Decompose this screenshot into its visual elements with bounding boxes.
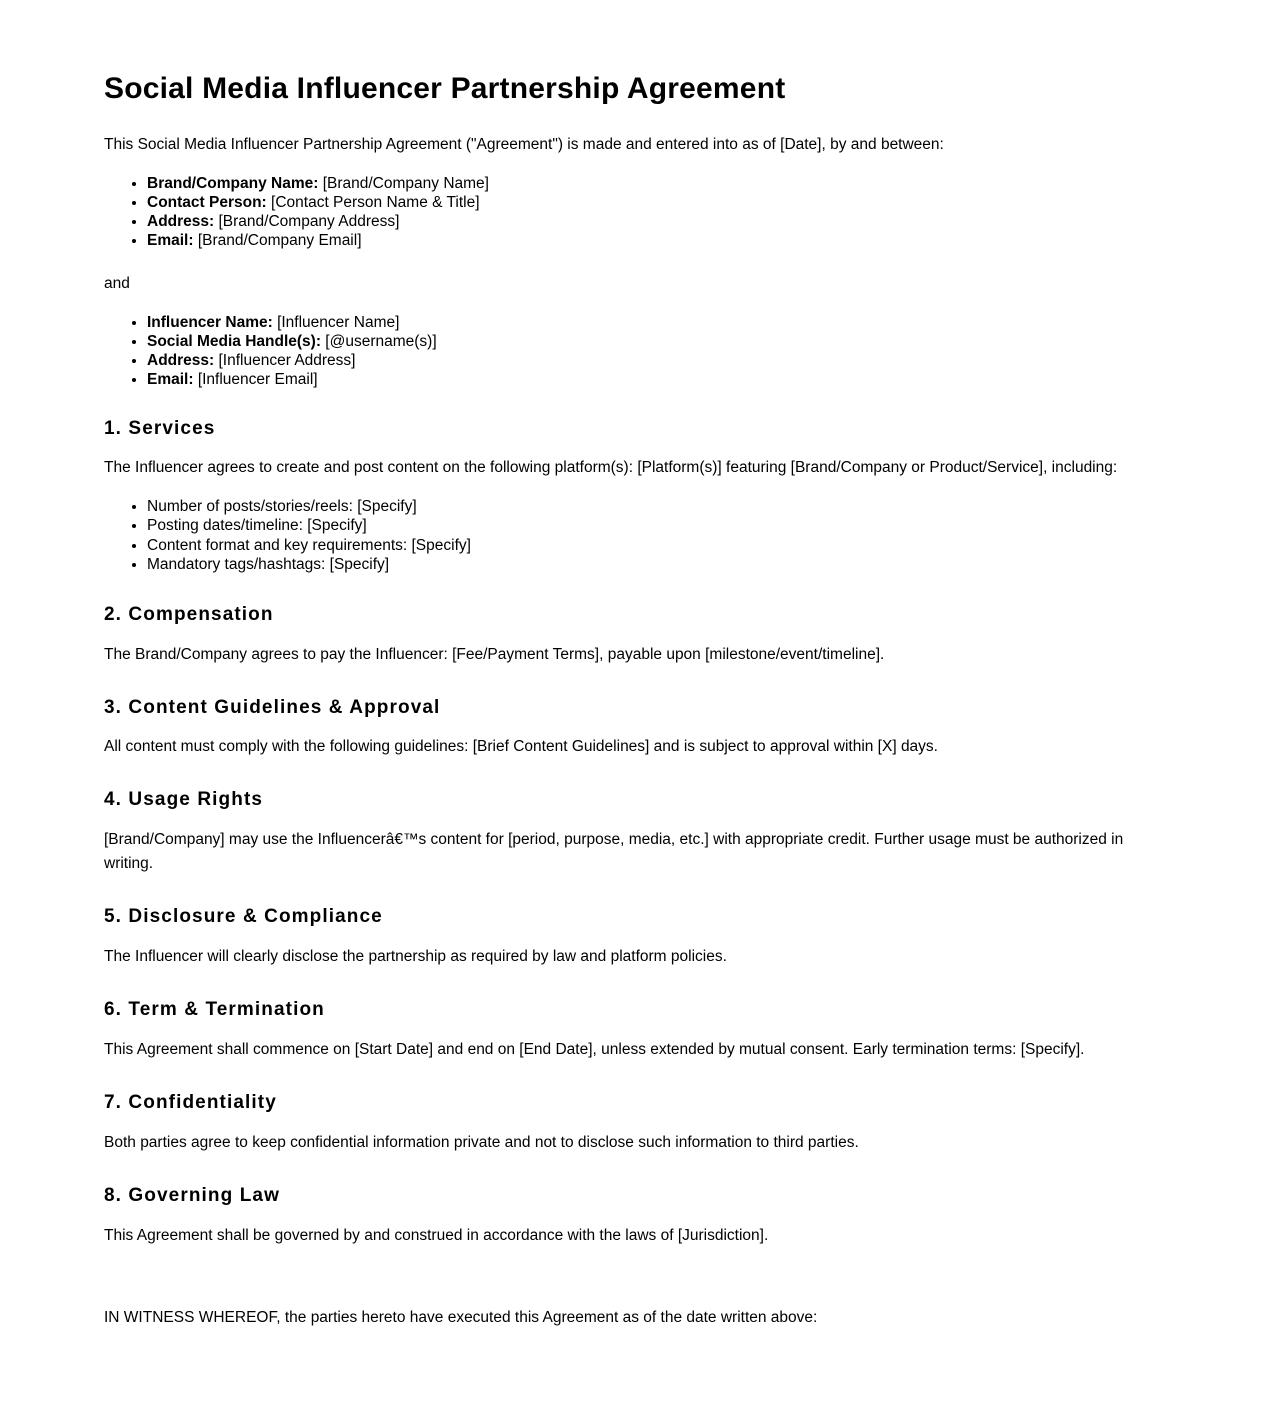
intro-paragraph: This Social Media Influencer Partnership Agreement ("Agreement") is made and entered into as of [Date], by and between: bbox=[104, 135, 944, 153]
section-body-services: The Influencer agrees to create and post content on the following platform(s): [Platform(s)] featuring [Brand/Company or Product/Service], including: bbox=[104, 459, 1118, 477]
section-heading-governing-law: 8. Governing Law bbox=[104, 1184, 280, 1206]
brand-email-value: [Brand/Company Email] bbox=[193, 231, 362, 249]
brand-name-value: [Brand/Company Name] bbox=[318, 174, 489, 192]
section-heading-confidentiality: 7. Confidentiality bbox=[104, 1091, 277, 1113]
section-body-compensation: The Brand/Company agrees to pay the Influencer: [Fee/Payment Terms], payable upon [milestone/event/timeline]. bbox=[104, 645, 885, 663]
section-heading-disclosure: 5. Disclosure & Compliance bbox=[104, 906, 383, 928]
influencer-address-value: [Influencer Address] bbox=[214, 352, 356, 370]
section-heading-content-guidelines: 3. Content Guidelines & Approval bbox=[104, 696, 441, 718]
brand-address-label: Address: bbox=[147, 212, 215, 230]
list-item: • Posting dates/timeline: [Specify] bbox=[147, 517, 1158, 535]
influencer-handle-value: [@username(s)] bbox=[320, 333, 437, 351]
services-bullet-list bbox=[104, 498, 1158, 574]
list-item bbox=[147, 352, 1158, 370]
influencer-name-label: Influencer Name: bbox=[147, 314, 273, 332]
and-connector: and bbox=[104, 275, 130, 293]
list-item bbox=[147, 314, 1158, 332]
closing-spacer bbox=[104, 1266, 1158, 1306]
section-body-governing-law: This Agreement shall be governed by and construed in accordance with the laws of [Jurisdiction]. bbox=[104, 1226, 769, 1244]
influencer-email-value: [Influencer Email] bbox=[193, 371, 318, 389]
list-item bbox=[147, 232, 1158, 250]
list-item: • Mandatory tags/hashtags: [Specify] bbox=[147, 556, 1158, 574]
influencer-address-label: Address: bbox=[147, 352, 215, 370]
brand-name-label: Brand/Company Name: bbox=[147, 174, 319, 192]
influencer-email-label: Email: bbox=[147, 371, 194, 389]
section-body-usage-rights: [Brand/Company] may use the Influencerâ€™s content for [period, purpose, media, etc.] with appropriate credit. Further usage must be authorized in writing. bbox=[104, 831, 1124, 873]
list-item bbox=[147, 371, 1158, 389]
list-item bbox=[147, 213, 1158, 231]
influencer-handle-label: Social Media Handle(s): bbox=[147, 333, 321, 351]
brand-contact-label: Contact Person: bbox=[147, 193, 267, 211]
section-body-content-guidelines: All content must comply with the following guidelines: [Brief Content Guidelines] and is subject to approval within [X] days. bbox=[104, 738, 938, 756]
list-item: • Number of posts/stories/reels: [Specify] bbox=[147, 498, 1158, 516]
influencer-name-value: [Influencer Name] bbox=[272, 314, 400, 332]
section-heading-services: 1. Services bbox=[104, 417, 216, 439]
section-heading-compensation: 2. Compensation bbox=[104, 603, 274, 625]
page-title: Social Media Influencer Partnership Agreement bbox=[104, 72, 786, 105]
brand-email-label: Email: bbox=[147, 231, 194, 249]
section-heading-term-termination: 6. Term & Termination bbox=[104, 999, 325, 1021]
section-body-term-termination: This Agreement shall commence on [Start Date] and end on [End Date], unless extended by mutual consent. Early termination terms: [Specify]. bbox=[104, 1040, 1085, 1058]
influencer-party-list bbox=[104, 314, 1158, 390]
brand-address-value: [Brand/Company Address] bbox=[214, 212, 400, 230]
brand-party-list bbox=[104, 175, 1158, 251]
list-item bbox=[147, 194, 1158, 212]
list-item bbox=[147, 175, 1158, 193]
section-body-disclosure: The Influencer will clearly disclose the partnership as required by law and platform policies. bbox=[104, 948, 727, 966]
brand-contact-value: [Contact Person Name & Title] bbox=[266, 193, 480, 211]
closing-paragraph: IN WITNESS WHEREOF, the parties hereto have executed this Agreement as of the date written above: bbox=[104, 1308, 818, 1326]
list-item bbox=[147, 333, 1158, 351]
section-heading-usage-rights: 4. Usage Rights bbox=[104, 789, 264, 811]
list-item: • Content format and key requirements: [Specify] bbox=[147, 537, 1158, 555]
section-body-confidentiality: Both parties agree to keep confidential information private and not to disclose such information to third parties. bbox=[104, 1133, 859, 1151]
